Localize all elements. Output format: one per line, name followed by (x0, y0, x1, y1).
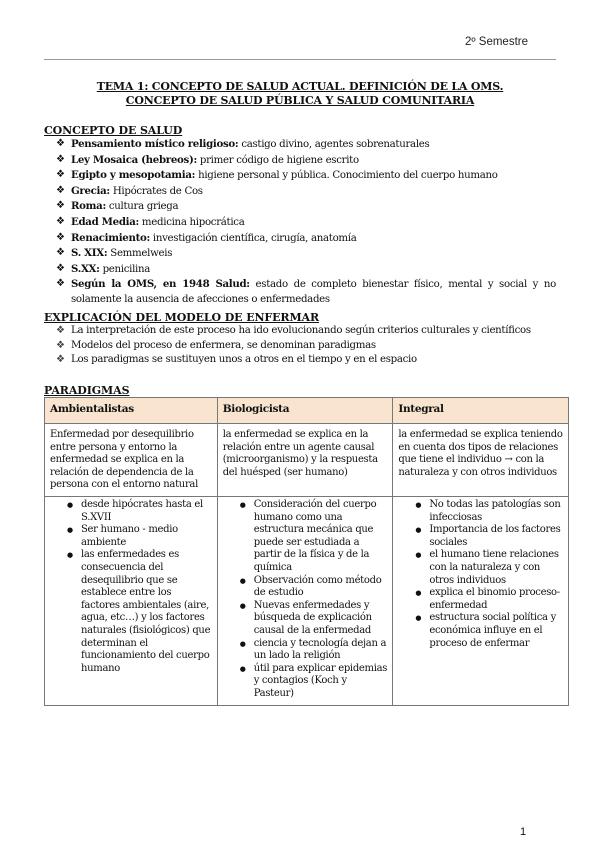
list-item: ● útil para explicar epidemias y contagios (Koch y Pasteur) (222, 663, 389, 701)
list-item: ❖ Modelos del proceso de enfermera, se denominan paradigmas (56, 339, 556, 354)
list-item: ● Importancia de los factores sociales (397, 524, 564, 549)
concepto-list (56, 137, 556, 308)
list-item-term: Renacimiento: (71, 231, 150, 244)
list-item-text: higiene personal y pública. Conocimiento del cuerpo humano (195, 170, 498, 182)
list-item-term: Grecia: (71, 184, 110, 197)
bullet-list (222, 499, 389, 701)
list-item: ● explica el binomio proceso-enfermedad (397, 587, 564, 612)
list-item: ● Ser humano - medio ambiente (49, 524, 213, 549)
list-item (56, 199, 556, 215)
list-item-text: medicina hipocrática (138, 216, 245, 228)
list-item: ● el humano tiene relaciones con la naturaleza y con otros individuos (397, 549, 564, 587)
list-item (56, 277, 556, 307)
paradigmas-heading: PARADIGMAS (44, 384, 130, 397)
column-header: Integral (393, 398, 569, 424)
list-item-text: estado de completo bienestar físico, mental y social y no solamente la ausencia de afecciones o enfermedades (71, 279, 556, 305)
table-cell: la enfermedad se explica en la relación entre un agente causal (microorganismo) y la respuesta del huésped (ser humano) (217, 424, 393, 497)
list-item-term: Egipto y mesopotamia: (71, 169, 196, 182)
list-item-term: S.XX: (71, 262, 100, 275)
list-item (56, 231, 556, 247)
list-item-term: S. XIX: (71, 247, 108, 260)
list-item-text: castigo divino, agentes sobrenaturales (238, 139, 430, 150)
title-line-1: TEMA 1: CONCEPTO DE SALUD ACTUAL. DEFINICIÓN DE LA OMS. (96, 80, 504, 93)
list-item: ● desde hipócrates hasta el S.XVII (49, 499, 213, 524)
list-item-term: Ley Mosaica (hebreos): (71, 153, 197, 166)
bullet-list (397, 499, 564, 650)
list-item (56, 246, 556, 262)
concepto-heading: CONCEPTO DE SALUD (44, 124, 183, 137)
title-line-2: CONCEPTO DE SALUD PÚBLICA Y SALUD COMUNITARIA (125, 94, 475, 107)
table-cell: Enfermedad por desequilibrio entre persona y entorno la enfermedad se explica en la relación de dependencia de la persona con el entorno natural (45, 424, 218, 497)
list-item-term: Pensamiento místico religioso: (71, 138, 239, 150)
list-item (56, 184, 556, 200)
explicacion-list (56, 324, 556, 368)
column-header: Biologicista (217, 398, 393, 424)
header-divider (44, 59, 556, 60)
list-item: ❖ La interpretación de este proceso ha ido evolucionando según criterios culturales y científicos (56, 324, 556, 339)
list-item (56, 153, 556, 169)
list-item: ● estructura social política y económica influye en el proceso de enfermar (397, 612, 564, 650)
page-title (44, 80, 556, 108)
list-item: ● Nuevas enfermedades y búsqueda de explicación causal de la enfermedad (222, 600, 389, 638)
table-cell (393, 497, 569, 706)
list-item-text: primer código de higiene escrito (196, 154, 359, 166)
list-item-term: Roma: (71, 200, 106, 213)
table-row (45, 424, 569, 497)
table-cell (45, 497, 218, 706)
explicacion-heading: EXPLICACIÓN DEL MODELO DE ENFERMAR (44, 311, 320, 324)
paradigmas-table (44, 397, 569, 706)
list-item-text: penicilina (99, 263, 151, 275)
table-row (45, 497, 569, 706)
list-item (56, 137, 556, 153)
list-item-text: cultura griega (105, 201, 179, 213)
list-item (56, 215, 556, 231)
list-item: ❖ Los paradigmas se sustituyen unos a otros en el tiempo y en el espacio (56, 353, 556, 368)
page-number: 1 (520, 826, 527, 838)
list-item (56, 168, 556, 184)
list-item-text: investigación científica, cirugía, anatomía (149, 232, 357, 244)
list-item-term: Según la OMS, en 1948 Salud: (71, 278, 250, 291)
table-cell: la enfermedad se explica teniendo en cuenta dos tipos de relaciones que tiene el individuo → con la naturaleza y con otros individuos (393, 424, 569, 497)
column-header: Ambientalistas (45, 398, 218, 424)
list-item: ● Observación como método de estudio (222, 575, 389, 600)
list-item-term: Edad Media: (71, 215, 139, 228)
list-item: ● ciencia y tecnología dejan a un lado la religión (222, 638, 389, 663)
list-item: ● Consideración del cuerpo humano como una estructura mecánica que puede ser estudiada a partir de la física y de la química (222, 499, 389, 575)
list-item (56, 262, 556, 278)
table-header-row (45, 398, 569, 424)
list-item-text: Semmelweis (107, 248, 173, 260)
semester-label: 2º Semestre (464, 36, 528, 48)
bullet-list (49, 499, 213, 675)
table-cell (217, 497, 393, 706)
list-item-text: Hipócrates de Cos (109, 185, 203, 197)
list-item: ● las enfermedades es consecuencia del desequilibrio que se establece entre los factores ambientales (aire, agua, etc…) y los factores naturales (fisiológicos) que determinan el funcionamiento del cuerpo humano (49, 549, 213, 675)
list-item: ● No todas las patologías son infecciosas (397, 499, 564, 524)
